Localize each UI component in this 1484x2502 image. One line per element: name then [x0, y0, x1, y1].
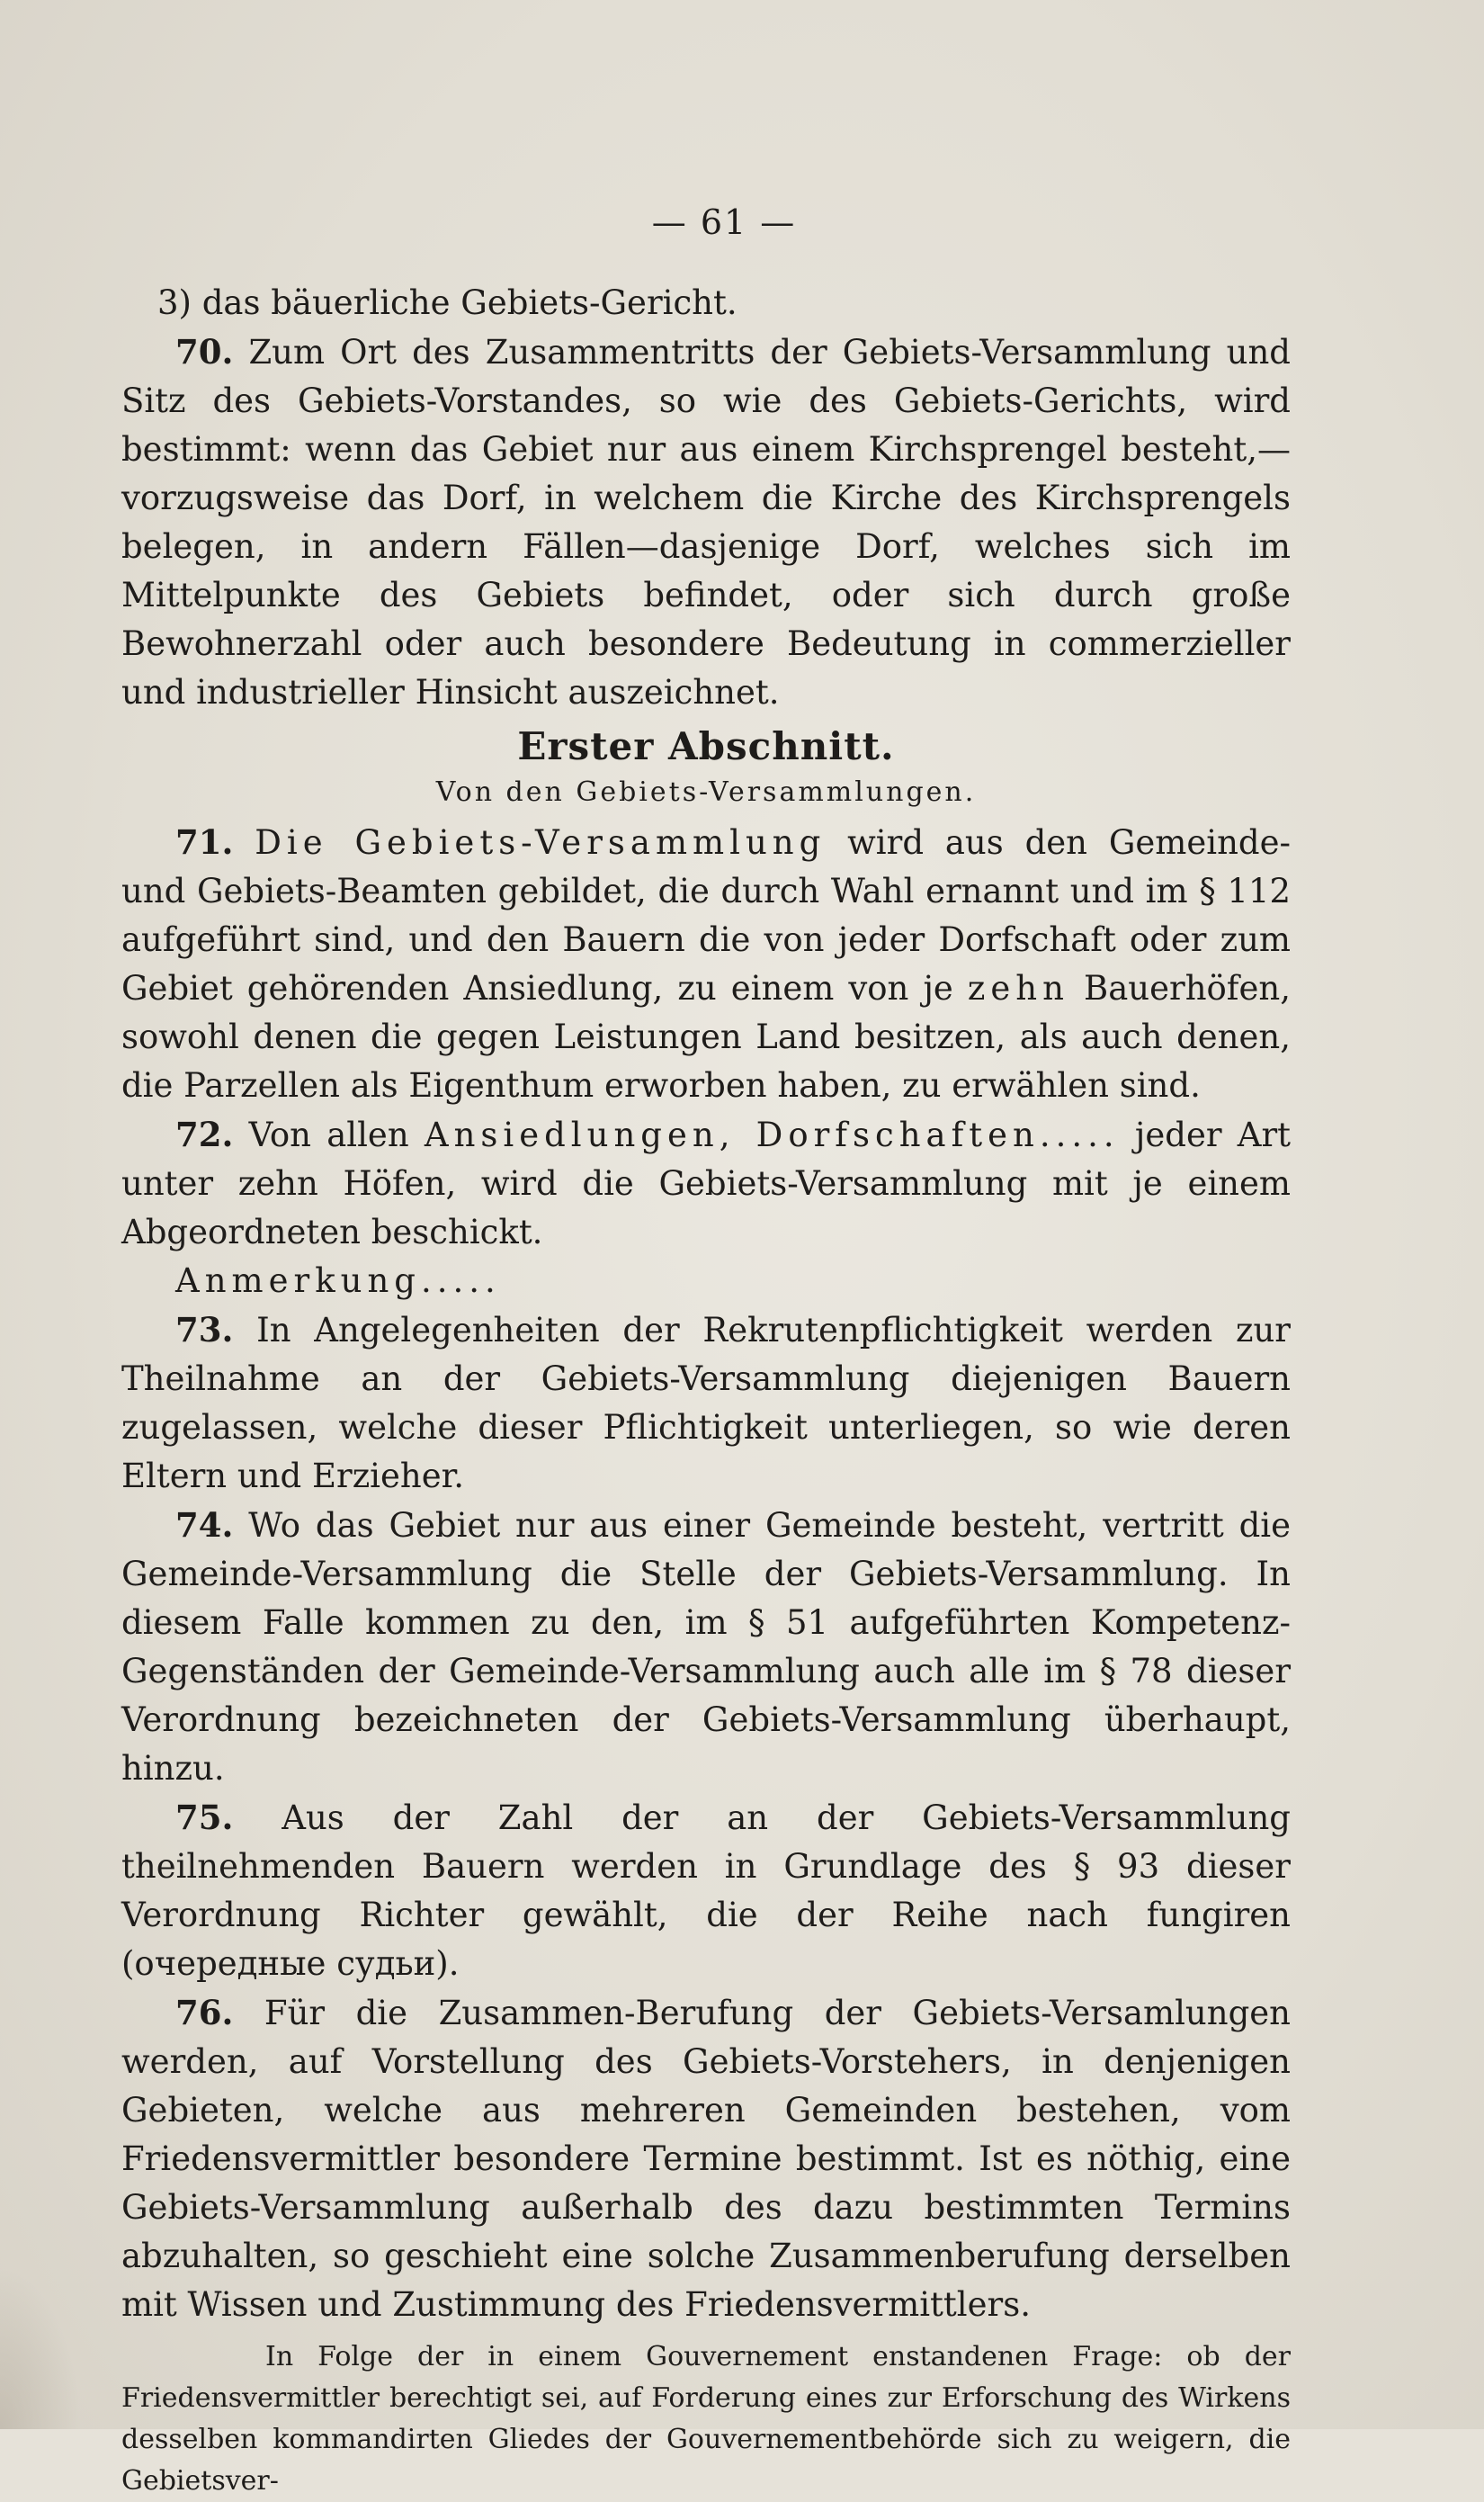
spaced-term: Die Gebiets-Versammlung	[255, 823, 827, 862]
section-title: Erster Abschnitt.	[517, 724, 895, 768]
paragraph-text: Aus der Zahl der an der Gebiets-Versammlung theilnehmenden Bauern werden in Grundlage des § 93 dieser Verordnung Richter gewählt, die der Reihe nach fungiren (очередные судьи).	[121, 1798, 1291, 1983]
remark: Anmerkung.....	[175, 1261, 501, 1300]
spaced-term: Ansiedlungen, Dorfschaften.....	[424, 1116, 1120, 1154]
paragraph-number: 76.	[175, 1993, 234, 2032]
page-number: — 61 —	[651, 202, 797, 242]
paragraph-text: Zum Ort des Zusammentritts der Gebiets-Versammlung und Sitz des Gebiets-Vorstandes, so wie des Gebiets-Gerichts, wird bestimmt: wenn das Gebiet nur aus einem Kirchsprengel besteht,—vorzugsweise das Dorf, in welchem die Kirche des Kirchsprengels belegen, in andern Fällen—dasjenige Dorf, welches sich im Mittelpunkte des Gebiets befindet, oder sich durch große Bewohnerzahl oder auch besondere Bedeutung in commerzieller und industrieller Hinsicht auszeichnet.	[121, 333, 1291, 712]
paragraph-item-3: 3) das bäuerliche Gebiets-Gericht.	[157, 283, 738, 322]
paragraph-76	[121, 1988, 1291, 2329]
paragraph-number: 70.	[175, 332, 234, 372]
paragraph-text: In Angelegenheiten der Rekrutenpflichtigkeit werden zur Theilnahme an der Gebiets-Versammlung diejenigen Bauern zugelassen, welche dieser Pflichtigkeit unterliegen, so wie deren Eltern und Erzieher.	[121, 1311, 1291, 1495]
paragraph-70	[121, 327, 1291, 717]
paragraph-text: Wo das Gebiet nur aus einer Gemeinde besteht, vertritt die Gemeinde-Versammlung die Stelle der Gebiets-Versammlung. In diesem Falle kommen zu den, im § 51 aufgeführten Kompetenz-Gegenständen der Gemeinde-Versammlung auch alle im § 78 dieser Verordnung bezeichneten der Gebiets-Versammlung überhaupt, hinzu.	[121, 1506, 1292, 1788]
paragraph-text: Von allen	[248, 1116, 425, 1154]
paragraph-text: Bauerhöfen, sowohl denen die gegen Leistungen Land besitzen, als auch denen, die Parzellen als Eigenthum erworben haben, zu erwählen sind.	[121, 969, 1291, 1105]
page-stain	[0, 2267, 81, 2429]
paragraph-75	[121, 1793, 1291, 1988]
paragraph-number: 75.	[175, 1798, 234, 1837]
paragraph-number: 74.	[175, 1505, 234, 1545]
paragraph-text: jeder Art unter zehn Höfen, wird die Gebiets-Versammlung mit je einem Abgeordneten beschickt.	[121, 1116, 1292, 1251]
spaced-term: zehn	[967, 969, 1069, 1008]
paragraph-number: 73.	[175, 1310, 234, 1350]
paragraph-74	[121, 1501, 1291, 1793]
paragraph-text: wird aus den Gemeinde- und Gebiets-Beamten gebildet, die durch Wahl ernannt und im § 112 aufgeführt sind, und den Bauern die von jeder Dorfschaft oder zum Gebiet gehörenden Ansiedlung, zu einem von je	[121, 823, 1291, 1008]
paragraph-73	[121, 1305, 1291, 1501]
paragraph-text: Für die Zusammen-Berufung der Gebiets-Versamlungen werden, auf Vorstellung des Gebiets-Vorstehers, in denjenigen Gebieten, welche aus mehreren Gemeinden bestehen, vom Friedensvermittler besondere Termine bestimmt. Ist es nöthig, eine Gebiets-Versammlung außerhalb des dazu bestimmten Termins abzuhalten, so geschieht eine solche Zusammenberufung derselben mit Wissen und Zustimmung des Friedensvermittlers.	[121, 1994, 1291, 2324]
section-subtitle: Von den Gebiets-Versammlungen.	[435, 776, 977, 808]
footnote: In Folge der in einem Gouvernement enstandenen Frage: ob der Friedensvermittler berechtigt sei, auf Forderung eines zur Erforschung des Wirkens desselben kommandirten Gliedes der Gouvernementbehörde sich zu weigern, die Gebietsver-	[121, 2341, 1291, 2497]
paragraph-number: 71.	[175, 822, 234, 862]
paragraph-72	[121, 1110, 1291, 1257]
paragraph-71	[121, 818, 1291, 1110]
text-block	[121, 198, 1291, 2502]
paragraph-number: 72.	[175, 1115, 234, 1154]
